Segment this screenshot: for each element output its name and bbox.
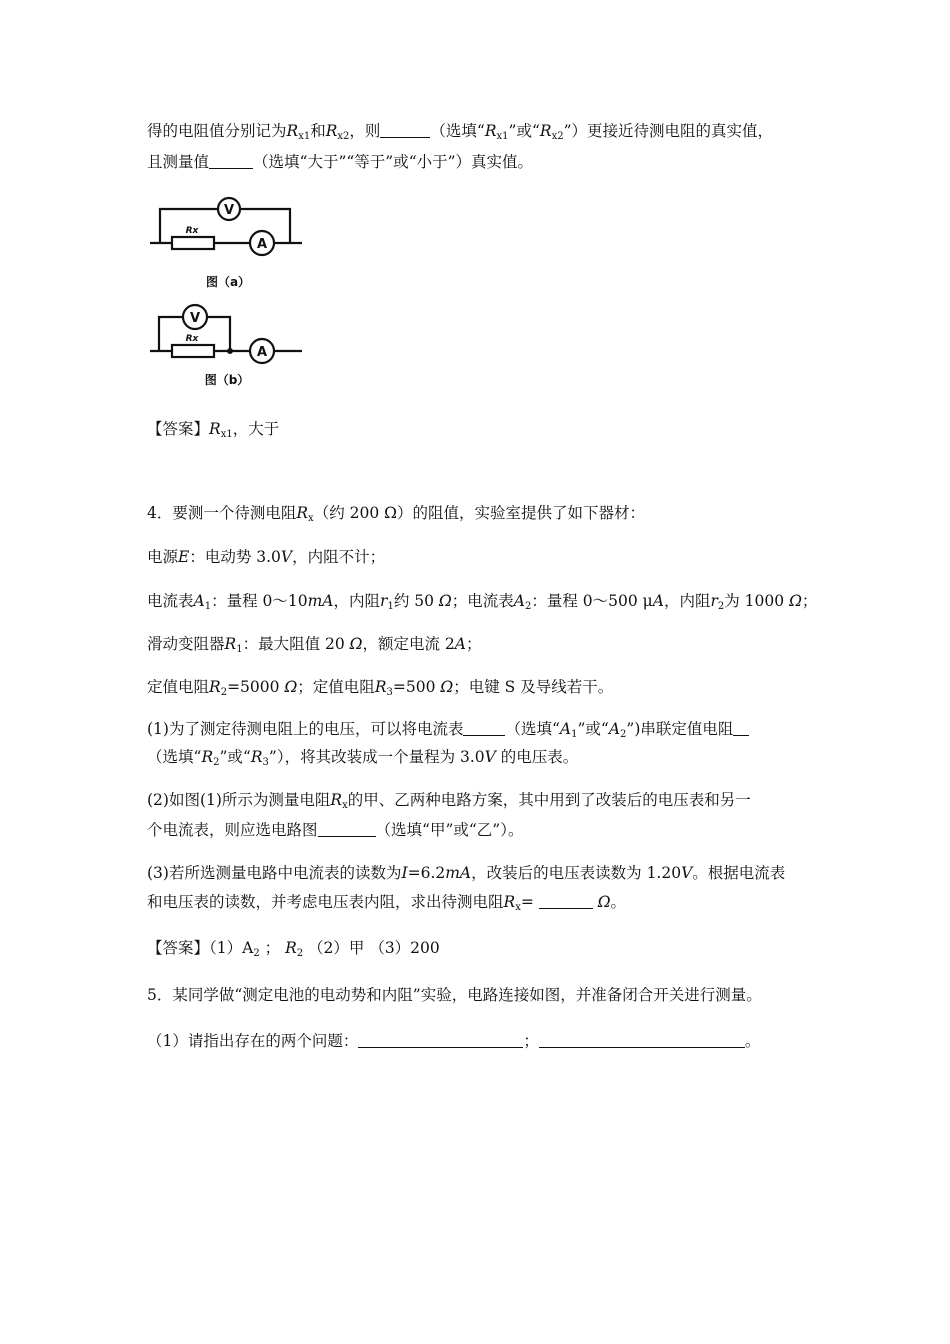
answer-blank[interactable]	[539, 1032, 745, 1048]
figure-caption: 图（b）	[204, 373, 250, 387]
q4-source: 电源E：电动势 3.0V，内阻不计；	[147, 548, 386, 566]
circuit-figure-a	[146, 196, 306, 298]
answer-blank[interactable]	[463, 720, 505, 736]
q4-intro: 4．要测一个待测电阻$R_x$（约 200 Ω）的阻值，实验室提供了如下器材：	[147, 504, 645, 524]
q4-sub2-line-2: 个电流表，则应选电路图 （选填“甲”或“乙”）。	[147, 821, 524, 839]
resistor-label: Rx	[185, 334, 199, 344]
answer-blank[interactable]	[358, 1032, 523, 1048]
answer-blank[interactable]	[733, 720, 749, 736]
circuit-figure-b	[146, 300, 306, 396]
figure-caption: 图（a）	[205, 275, 251, 289]
q4-ammeters: 电流表$A_1$：量程 0～10mA，内阻$r_1$约 50 Ω；电流表$A_2$：量程 0～500 μA，内阻$r_2$为 1000 Ω；	[147, 592, 818, 612]
q4-rheostat: 滑动变阻器$R_1$：最大阻值 20 Ω，额定电流 2A；	[147, 635, 482, 655]
answer-blank[interactable]	[209, 153, 253, 169]
q4-sub2-line-1: (2)如图(1)所示为测量电阻$R_x$的甲、乙两种电路方案，其中用到了改装后的电压表和另一	[147, 791, 751, 811]
answer-blank[interactable]	[380, 122, 430, 138]
voltmeter-label: V	[223, 203, 235, 218]
q5-sub1: （1）请指出存在的两个问题： ； 。	[147, 1032, 761, 1050]
voltmeter-label: V	[189, 311, 201, 326]
q4-sub1-line-2: （选填“$R_2$”或“$R_3$”），将其改装成一个量程为 3.0V 的电压表。	[147, 748, 579, 768]
q4-fixed-resistors: 定值电阻$R_2=5000$ Ω；定值电阻$R_3=500$ Ω；电键 S 及导线若干。	[147, 678, 614, 698]
q5-intro: 5．某同学做“测定电池的电动势和内阻”实验，电路连接如图，并准备闭合开关进行测量。	[147, 986, 762, 1004]
q4-sub3-line-2: 和电压表的读数，并考虑电压表内阻，求出待测电阻$R_x= \Omega$。	[147, 893, 627, 913]
q3-answer: 【答案】$R_{x1}$，大于	[147, 420, 280, 440]
resistor-label: Rx	[185, 226, 199, 236]
q4-answer: 【答案】$(1)A_2$ ； $R_2$ （2）甲 （3）200	[147, 939, 440, 959]
ammeter-label: A	[256, 345, 268, 360]
q3-line-1: 得的电阻值分别记为$R_{x1}$和$R_{x2}$，则 （选填“$R_{x1}$”或“$R_{x2}$”）更接近待测电阻的真实值，	[147, 122, 774, 142]
ammeter-label: A	[256, 237, 268, 252]
q4-sub1-line-1: (1)为了测定待测电阻上的电压，可以将电流表 （选填“$A_1$”或“$A_2$”)串联定值电阻	[147, 719, 749, 739]
answer-blank[interactable]	[318, 821, 376, 837]
answer-blank[interactable]	[539, 893, 593, 909]
q3-line-2: 且测量值 （选填“大于”“等于”或“小于”）真实值。	[147, 153, 534, 171]
q4-sub3-line-1: (3)若所选测量电路中电流表的读数为I=6.2mA，改装后的电压表读数为 1.20V。根据电流表	[147, 864, 786, 882]
